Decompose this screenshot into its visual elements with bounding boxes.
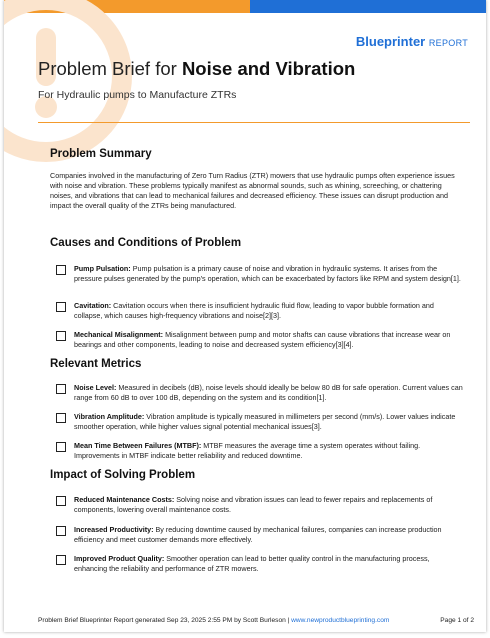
footer-link[interactable]: www.newproductblueprinting.com bbox=[291, 617, 390, 624]
metric-item: Vibration Amplitude: Vibration amplitude is typically measured in millimeters per second (mm/s). Lower values indicate smoother operation, while higher values signal potential mechanical issues[3]. bbox=[56, 412, 464, 432]
impact-item: Increased Productivity: By reducing downtime caused by mechanical failures, companies can increase production efficiency and meet customer demands more effectively. bbox=[56, 525, 464, 545]
summary-heading: Problem Summary bbox=[50, 148, 152, 160]
cause-item: Mechanical Misalignment: Misalignment between pump and motor shafts can cause vibrations that increase wear on bearings and other components, leading to noise and decreased system efficiency[3][4]. bbox=[56, 330, 464, 350]
checkbox[interactable] bbox=[56, 413, 66, 423]
metric-item: Mean Time Between Failures (MTBF): MTBF measures the average time a system operates without failing. Improvements in MTBF indicate better reliability and reduced downtime. bbox=[56, 441, 464, 461]
page-number: Page 1 of 2 bbox=[440, 617, 474, 624]
checkbox[interactable] bbox=[56, 384, 66, 394]
checkbox[interactable] bbox=[56, 265, 66, 275]
causes-heading: Causes and Conditions of Problem bbox=[50, 237, 242, 249]
checkbox[interactable] bbox=[56, 496, 66, 506]
page-footer: Problem Brief Blueprinter Report generated Sep 23, 2025 2:55 PM by Scott Burleson | www.newproductblueprinting.com Page 1 of 2 bbox=[38, 617, 474, 624]
top-bar-blue bbox=[250, 0, 486, 13]
checkbox[interactable] bbox=[56, 526, 66, 536]
checkbox[interactable] bbox=[56, 442, 66, 452]
impact-item: Improved Product Quality: Smoother operation can lead to better quality control in the manufacturing process, enhancing the reliability and performance of ZTR mowers. bbox=[56, 554, 464, 574]
summary-text: Companies involved in the manufacturing of Zero Turn Radius (ZTR) mowers that use hydraulic pumps often experience issues with noise and vibration. These problems typically manifest as abnormal sounds, such as whining, screeching, or chattering noises, and vibrations that can lead to mechanical failures and decreased efficiency. These issues can disrupt production and impact the overall quality of the ZTRs being manufactured. bbox=[50, 171, 455, 210]
page-title: Problem Brief for Noise and Vibration bbox=[38, 58, 356, 79]
report-page bbox=[4, 0, 486, 632]
alert-watermark-icon bbox=[4, 0, 132, 162]
header-divider bbox=[38, 122, 470, 123]
cause-item: Cavitation: Cavitation occurs when there is insufficient hydraulic fluid flow, leading to vapor bubble formation and collapse, which causes high-frequency vibrations and noise[2][3]. bbox=[56, 301, 464, 321]
page-subtitle: For Hydraulic pumps to Manufacture ZTRs bbox=[38, 89, 237, 101]
impact-item: Reduced Maintenance Costs: Solving noise and vibration issues can lead to fewer repairs and replacements of components, lowering overall maintenance costs. bbox=[56, 495, 464, 515]
cause-item: Pump Pulsation: Pump pulsation is a primary cause of noise and vibration in hydraulic systems. It arises from the pressure pulses generated by the pump's operation, which can be exacerbated by factors like RPM and system design[1]. bbox=[56, 264, 464, 284]
checkbox[interactable] bbox=[56, 331, 66, 341]
brand-logo: Blueprinter REPORT bbox=[355, 34, 468, 49]
metric-item: Noise Level: Measured in decibels (dB), noise levels should ideally be below 80 dB for safe operation. Current values can range from 60 dB to over 100 dB, depending on the system and its condition[1]. bbox=[56, 383, 464, 403]
impact-heading: Impact of Solving Problem bbox=[50, 469, 196, 481]
checkbox[interactable] bbox=[56, 302, 66, 312]
metrics-heading: Relevant Metrics bbox=[50, 358, 142, 370]
checkbox[interactable] bbox=[56, 555, 66, 565]
